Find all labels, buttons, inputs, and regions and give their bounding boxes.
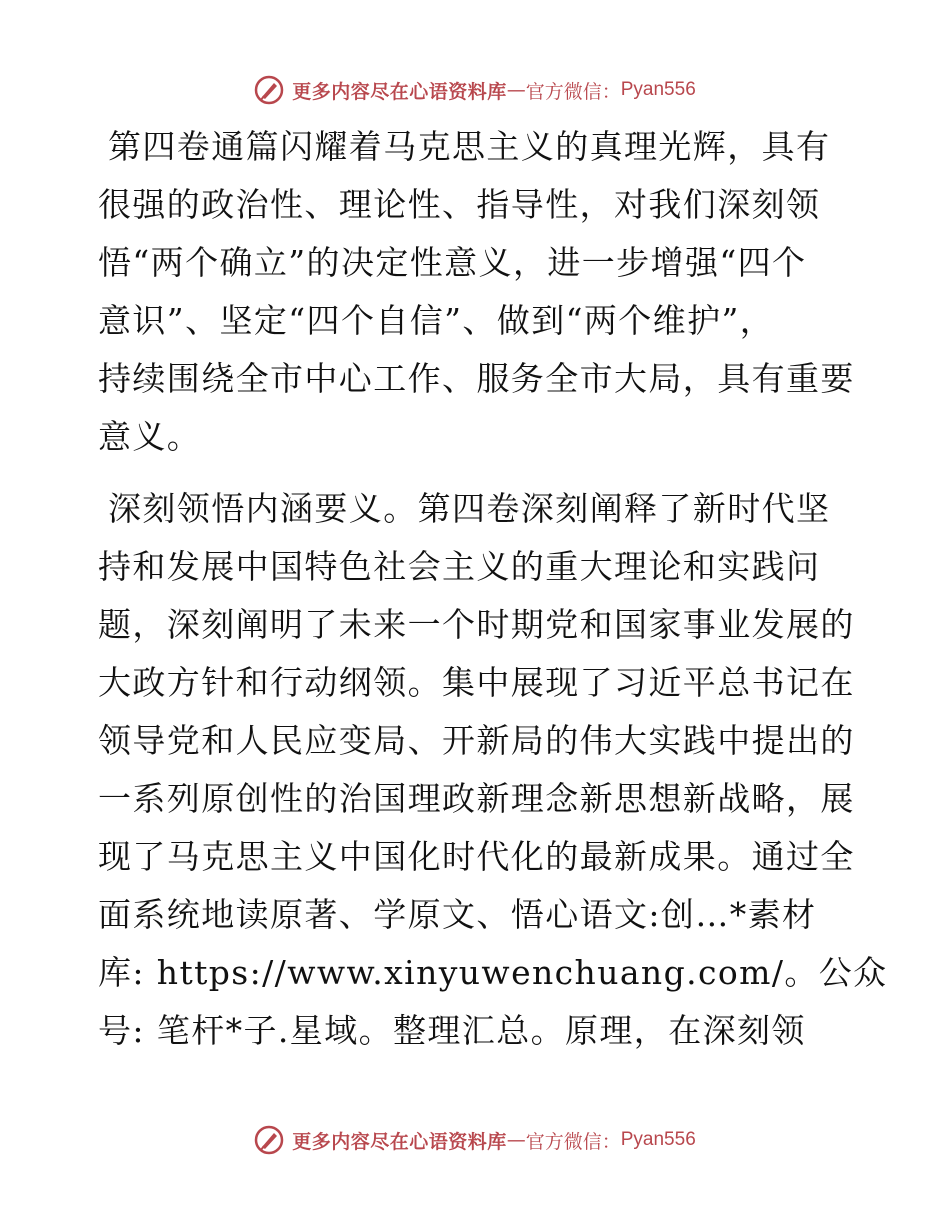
text-line: 一系列原创性的治国理政新理念新思想新战略，展: [98, 779, 855, 818]
text-line: 悟“两个确立”的决定性意义，进一步增强“四个: [98, 243, 807, 282]
watermark-site-text: 更多内容尽在心语资料库: [292, 1130, 507, 1153]
text-line: 持和发展中国特色社会主义的重大理论和实践问: [98, 547, 821, 586]
quill-logo-icon: [254, 1125, 284, 1155]
watermark-wechat-label: 官方微信：: [525, 80, 621, 103]
text-line: 题，深刻阐明了未来一个时期党和国家事业发展的: [98, 605, 855, 644]
text-line: 意义。: [98, 417, 202, 456]
watermark-wechat-label: 官方微信：: [525, 1130, 621, 1153]
paragraph-1: [98, 118, 858, 466]
text-line: 大政方针和行动纲领。集中展现了习近平总书记在: [98, 663, 855, 702]
document-body: [98, 118, 888, 1060]
quill-logo-icon: [254, 75, 284, 105]
text-line: 领导党和人民应变局、开新局的伟大实践中提出的: [98, 721, 855, 760]
footer-watermark: [0, 1120, 950, 1160]
text-line: 深刻领悟内涵要义。第四卷深刻阐释了新时代坚: [108, 489, 831, 528]
text-line: 现了马克思主义中国化时代化的最新成果。通过全: [98, 837, 855, 876]
text-line: 持续围绕全市中心工作、服务全市大局，具有重要: [98, 359, 855, 398]
text-line: 很强的政治性、理论性、指导性，对我们深刻领: [98, 185, 821, 224]
text-line: 意识”、坚定“四个自信”、做到“两个维护”，: [98, 301, 775, 340]
text-line: 库: https://www.xinyuwenchuang.com/。公众: [98, 953, 888, 992]
watermark-site-text: 更多内容尽在心语资料库: [292, 80, 507, 103]
text-line: 第四卷通篇闪耀着马克思主义的真理光辉，具有: [108, 127, 831, 166]
header-watermark: [0, 70, 950, 110]
text-line: 号: 笔杆*子.星域。整理汇总。原理，在深刻领: [98, 1011, 806, 1050]
watermark-wechat-id: Pyan556: [620, 79, 696, 100]
paragraph-2: [98, 480, 888, 1060]
watermark-separator: —: [506, 1129, 526, 1151]
watermark-separator: —: [506, 79, 526, 101]
watermark-wechat-id: Pyan556: [620, 1129, 696, 1150]
paragraph-gap: [98, 466, 858, 480]
text-line: 面系统地读原著、学原文、悟心语文:创…*素材: [98, 895, 817, 934]
